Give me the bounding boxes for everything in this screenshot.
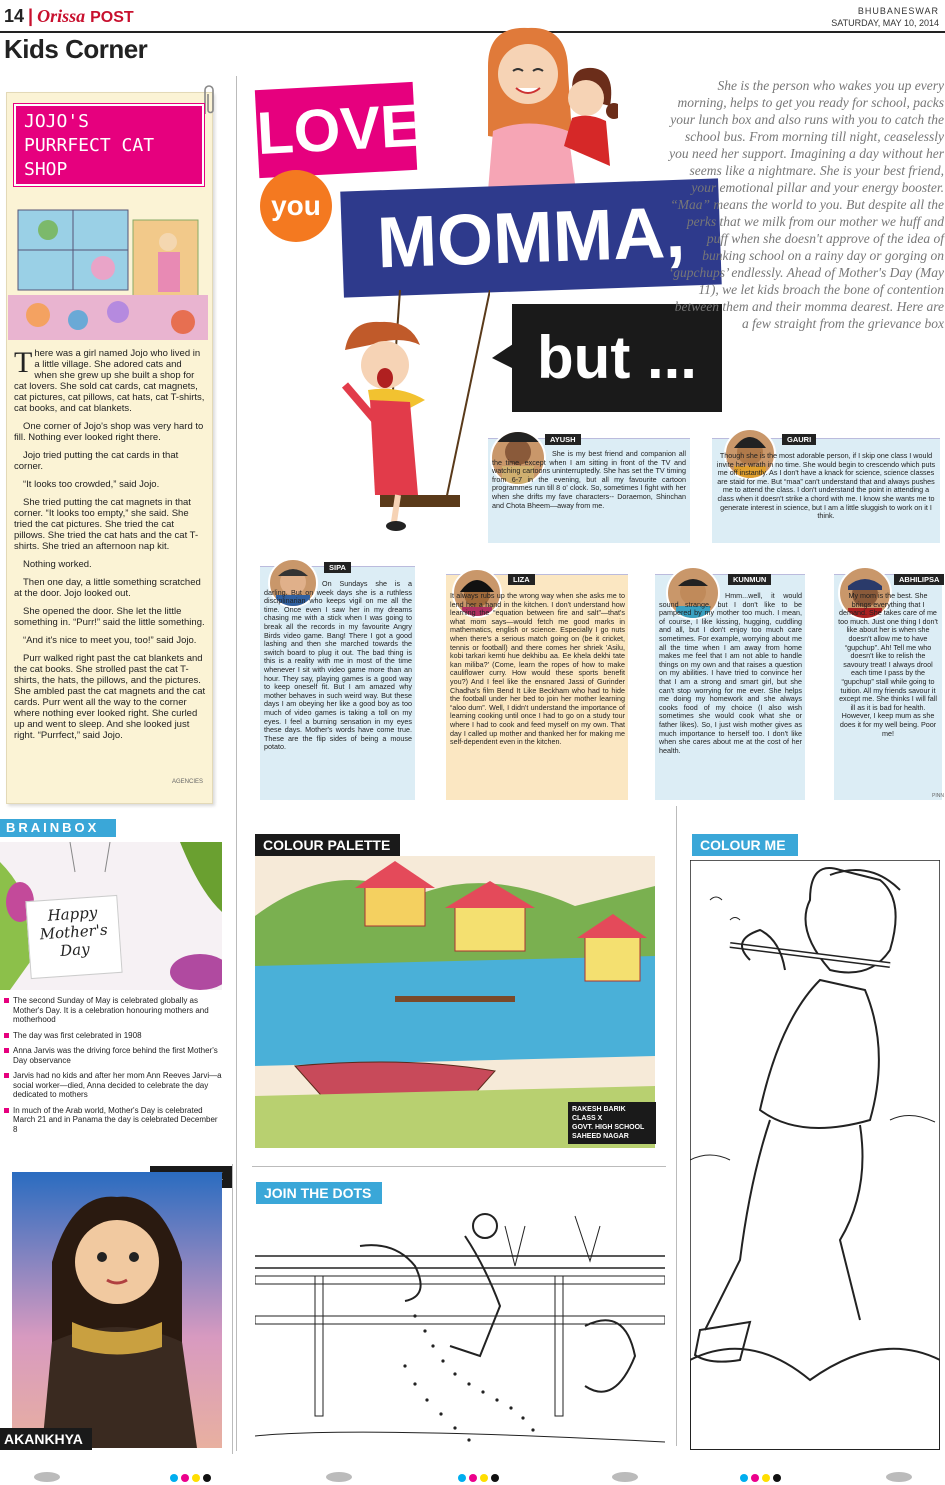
story-paragraph: “And it's nice to meet you, too!” said Jojo.	[23, 635, 197, 646]
quote-text: It always rubs up the wrong way when she asks me to lend her a hand in the kitchen. I don't understand how learning the “equation between fire and salt”—that's what mom says—would fetch me good marks in mathematics, english or science. Especially I go nuts when there's a serious match going on (be it cricket, tennis or football) and there comes her shriek 'Asilu, kobi tarkari kemti hue dekhibu aa. Ee khela dekhi tate kan miliba?' (Come, learn the ropes of how to make cauliflower curry. How would these sports benefit you?) And I feel like the ensnared Jassi of Gurinder Chadha's film Bend It Like Beckham who had to hide the football under her bed to join her mother learning “aloo dum”. Well, I didn't understand the importance of learning cooking until once I had to go on a study tour where I had to cook and feed myself on my own. That day I called up mother and thanked her for making me self-dependent even in the kitchen.	[450, 591, 625, 747]
column-divider	[676, 806, 677, 1446]
page-number: 14	[4, 6, 25, 26]
join-dots-drawing	[255, 1206, 665, 1450]
intro-text: She is the person who wakes you up every morning, helps to get you ready for school, packs your lunch box and also runs with you to catch the school bus. From morning till night, ceaselessly you need her support. Imagining a day without her seems like a nightmare. She is your best friend, your emotional pillar and your energy booster. “Maa” means the world to you. But despite all the perks that we milk from our mother we huff and puff when she doesn't approve of the idea of bunking school on a rainy day or gorging on ‘gupchups’ endlessly. Ahead of Mother's Day (May 11), we let kids broach the bone of contention between them and their momma dearest. Here are a few straight from the grievance box	[668, 78, 944, 331]
yellow-dot	[192, 1474, 200, 1482]
yellow-dot	[762, 1474, 770, 1482]
headline-you: you	[260, 170, 332, 242]
black-dot	[203, 1474, 211, 1482]
story-paragraph: “It looks too crowded,” said Jojo.	[23, 479, 160, 490]
magenta-dot	[181, 1474, 189, 1482]
color-bar	[458, 1474, 499, 1482]
quote-name: AYUSH	[545, 434, 581, 445]
quote-text: She is my best friend and companion all the time, except when I am sitting in front of the TV and watching cartoons uninterruptedly. She has set the TV timing from 6-7 in the evening, but all my favourite cartoon programmes run till 8 o' clock. So, sometimes I fight with her when she drifts my fave characters-- Doraemon, Shinchan and Chota Bheem—away from me.	[492, 449, 686, 510]
story-paragraph: She opened the door. She let the little something in. “Purr!” said the little something.	[14, 606, 205, 628]
black-dot	[491, 1474, 499, 1482]
fact-item: The day was first celebrated in 1908	[4, 1031, 224, 1041]
color-bar	[740, 1474, 781, 1482]
quote-name: GAURI	[782, 434, 816, 445]
quote-name: KUNMUN	[728, 574, 771, 585]
kid-name: AKANKHYA	[0, 1428, 92, 1450]
registration-mark	[34, 1472, 60, 1482]
header-divider: |	[28, 6, 34, 26]
mother-daughter-illustration	[468, 26, 618, 191]
brainbox-facts	[4, 996, 224, 1140]
fact-item: In much of the Arab world, Mother's Day is celebrated March 21 and in Panama the day is celebrated December 8	[4, 1106, 224, 1135]
story-title-line: SHOP	[24, 159, 68, 180]
issue-date: SATURDAY, MAY 10, 2014	[831, 18, 939, 28]
story-paragraph: Jojo tried putting the cat cards in that corner.	[14, 450, 179, 472]
credit-line: CLASS X	[572, 1115, 603, 1122]
quote-name: SIPA	[324, 562, 351, 573]
registration-mark	[886, 1472, 912, 1482]
story-text	[14, 348, 206, 748]
credit-line: SAHEED NAGAR	[572, 1133, 629, 1140]
credit-line: GOVT. HIGH SCHOOL	[572, 1124, 645, 1131]
headline-but: but ...	[512, 304, 722, 412]
cat-shop-illustration	[8, 200, 208, 340]
speech-tail	[492, 342, 516, 372]
story-credit: AGENCIES	[172, 779, 204, 785]
quote-text: On Sundays she is a darling. But on week days she is a ruthless disciplinarian who keeps vigil on me all the time. Once even I saw her in my dreams chasing me with a stick when I was going to break all the records in my favourite Angry Birds video game. Bang! There I got a good lashing and then she marched towards the switch board to plug it out. The bad thing is this is a reality with me in most of the time whenever I sit with video game more than an hour. They say, playing games is a good way to keep oneself fit. But I am amazed why mother behaves in such weird way. But these days I am obeying her like a good boy as too much of video games is taking a toll on my eyes. I feel a burning sensation in my eyes these days. Mother's words have come true. These are the flip sides of being a mouse potato.	[264, 579, 412, 752]
section-title: Kids Corner	[4, 34, 148, 64]
publication-name-bold: POST	[90, 9, 134, 26]
colour-me-label: COLOUR ME	[692, 834, 798, 856]
registration-mark	[326, 1472, 352, 1482]
quotes-credit: PINN	[932, 793, 944, 799]
story-paragraph: Then one day, a little something scratched at the door. Jojo looked out.	[14, 577, 201, 599]
story-paragraph: She tried putting the cat magnets in that corner. “It looks too empty,” she said. She tried the cat pictures. She tried the cat pillows. She tried the cat hats and the cat T-shirts. She tried an afternoon nap kit.	[14, 497, 199, 552]
story-title-line: JOJO'S	[24, 111, 90, 132]
quote-text: Though she is the most adorable person, if I skip one class I would invite her wrath in no time. She would begin to crescendo which puts me off instantly. As I don't have a knack for science, science classes are staid for me. But “maa” can't understand that and always pushes me to attend the class. I don't understand the point in attending a class when it doesn't strike a chord with me. I know she wants me to generate interest in science, but I am a little sluggish to work on it I think.	[716, 451, 936, 521]
fact-item: Anna Jarvis was the driving force behind the first Mother's Day observance	[4, 1046, 224, 1065]
join-dots-label: JOIN THE DOTS	[256, 1182, 382, 1204]
magenta-dot	[469, 1474, 477, 1482]
cyan-dot	[740, 1474, 748, 1482]
artist-credit	[568, 1102, 656, 1144]
quote-text: Hmm...well, it would sound strange, but I don't like to be pampered by my mother too much. I mean, of course, I like kissing, hugging, cuddling and all, but I don't enjoy too much care sometimes. For example, worrying about me all the time when I am away from home makes me feel that I am not able to handle things on my own and that raises a question on my abilities. I have tried to convince her that I am a strong and smart girl, but she can't stop worrying for me ever. She helps me doing my homework and she always cooks food of my choice (I also wish sometimes she would cook what she or father likes). So, I just wish mother gives as much importance to herself too. I don't like when she cares about me at the cost of her health.	[659, 591, 802, 755]
story-paragraph: There was a girl named Jojo who lived in a little village. She adored cats and when she grew up she built a shop for cat lovers. She sold cat cards, cat magnets, cat pictures, cat pillows, cat hats, cat T-shirts, cat books, and cat blankets.	[14, 346, 205, 414]
story-title	[14, 104, 204, 186]
page-header	[4, 6, 134, 27]
magenta-dot	[751, 1474, 759, 1482]
quote-name: LIZA	[508, 574, 535, 585]
kid-portrait-photo	[12, 1172, 222, 1448]
quote-name: ABHILIPSA	[894, 574, 944, 585]
brainbox-label: BRAINBOX	[0, 819, 116, 837]
card-line: Mother's	[39, 920, 109, 944]
quote-text: My mom is the best. She brings everything that I demand. She takes care of me too much. Just one thing I don't like about her is when she doesn't allow me to have “gupchup”. Ah! Tell me who doesn't like to relish the savoury treat! I always drool each time I pass by the “gupchup” stall while going to tuition. All my friends savour it except me. She thinks I will fall ill as it is bad for health. However, I keep mum as she does it for my well being. Poor me!	[838, 591, 938, 738]
publication-name: Orissa	[37, 6, 86, 26]
city-name: BHUBANESWAR	[857, 6, 939, 16]
fact-item: The second Sunday of May is celebrated globally as Mother's Day. It is a celebration honouring mothers and motherhood	[4, 996, 224, 1025]
color-bar	[170, 1474, 211, 1482]
column-divider	[236, 76, 237, 1451]
mothers-day-card	[25, 895, 122, 979]
headline-momma: MOMMA,	[340, 178, 721, 297]
card-line: Happy	[46, 903, 98, 925]
headline-love: LOVE	[255, 82, 417, 178]
cyan-dot	[170, 1474, 178, 1482]
colour-palette-label: COLOUR PALETTE	[255, 834, 400, 856]
cyan-dot	[458, 1474, 466, 1482]
story-title-line: PURRFECT CAT	[24, 135, 155, 156]
story-paragraph: One corner of Jojo's shop was very hard to fill. Nothing ever looked right there.	[14, 421, 204, 443]
join-dots-rule	[252, 1166, 666, 1167]
card-line: Day	[59, 939, 91, 960]
credit-line: RAKESH BARIK	[572, 1106, 626, 1113]
fact-item: Jarvis had no kids and after her mom Ann Reeves Jarvi—a social worker—died, Anna decided to celebrate the day dedicated to mothers	[4, 1071, 224, 1100]
yellow-dot	[480, 1474, 488, 1482]
story-paragraph: Purr walked right past the cat blankets and the cat books. She strolled past the cat T-shirts, the hats, the pillows, and the pictures. She ambled past the cat magnets and the cat cards. Purr went all the way to the corner where nothing ever looked right. She curled up and went to sleep. And she looked just right. “Purrfect,” said Jojo.	[14, 653, 206, 741]
swinging-girl-illustration	[340, 290, 490, 540]
colouring-page-drawing	[690, 860, 940, 1450]
black-dot	[773, 1474, 781, 1482]
registration-mark	[612, 1472, 638, 1482]
story-paragraph: Nothing worked.	[23, 559, 92, 570]
